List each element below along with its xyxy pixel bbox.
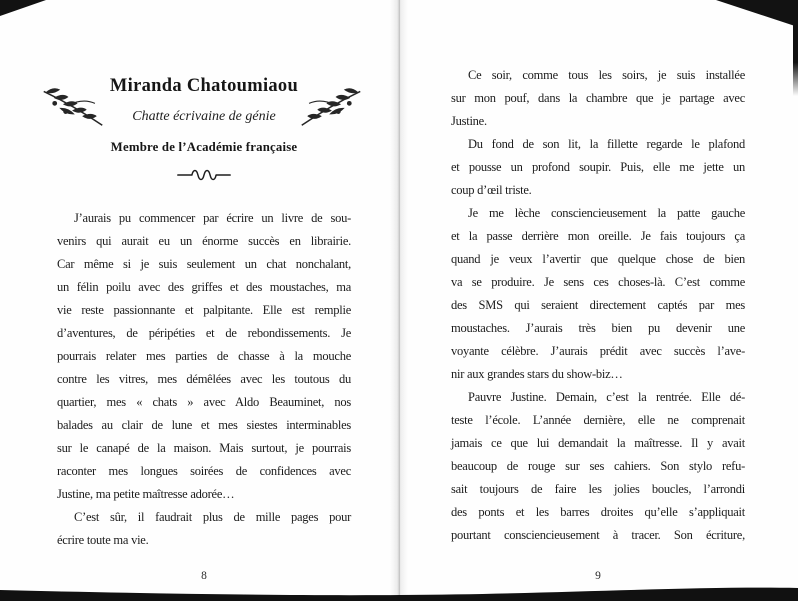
chapter-title: Miranda Chatoumiaou: [109, 76, 299, 96]
text-line: quand je veux l’avertir que quelque chose de bien: [451, 252, 745, 266]
photo-edge-top-left: [0, 0, 46, 16]
text-line: un félin poilu avec des griffes et des moustaches, ma: [57, 280, 351, 294]
text-line: raconter mes longues soirées de confidences avec: [57, 464, 351, 478]
left-page: [57, 0, 351, 601]
text-line: vie reste passionnante et palpitante. Elle est remplie: [57, 303, 351, 317]
text-line: J’aurais pu commencer par écrire un livre de sou-: [74, 211, 351, 225]
paragraph: [451, 202, 745, 386]
text-line: C’est sûr, il faudrait plus de mille pages pour: [74, 510, 351, 524]
text-line: des SMS qui seraient directement captés par mes: [451, 298, 745, 312]
text-line: voyante célèbre. J’aurais prédit avec succès l’ave-: [451, 344, 745, 358]
text-line: venirs qui aurait eu un énorme succès en librairie.: [57, 234, 351, 248]
text-line: jamais ce que lui demandait la maîtresse. Il y avait: [451, 436, 745, 450]
text-line: sait toujours de faire les jolies boucles, l’arrondi: [451, 482, 745, 496]
right-page: [451, 0, 745, 601]
text-line: Car même si je suis seulement un chat nonchalant,: [57, 257, 351, 271]
right-page-text: [451, 64, 745, 547]
text-line: Ce soir, comme tous les soirs, je suis installée: [468, 68, 745, 82]
text-line: moustaches. J’aurais très bien pu devenir une: [451, 321, 745, 335]
paragraph: [451, 133, 745, 202]
text-line: et pousse un profond soupir. Puis, elle me jette un: [451, 160, 745, 174]
chapter-affiliation: Membre de l’Académie française: [110, 140, 298, 154]
text-line: beaucoup de rouge sur ses cahiers. Son stylo refu-: [451, 459, 745, 473]
text-line: Pauvre Justine. Demain, c’est la rentrée. Elle dé-: [468, 390, 745, 404]
paragraph: [451, 64, 745, 133]
text-line: sur mon pouf, dans la chambre que je partage avec: [451, 91, 745, 105]
text-line: Du fond de son lit, la fillette regarde le plafond: [468, 137, 745, 151]
photo-edge-right: [793, 0, 798, 96]
page-number-left: 8: [201, 570, 207, 582]
paragraph: [57, 207, 351, 506]
text-line: va se produire. Je sens ces choses-là. C’est comme: [451, 275, 745, 289]
text-line: pourrais relater mes parties de chasse à la mouche: [57, 349, 351, 363]
text-line: Je me lèche consciencieusement la patte gauche: [468, 206, 745, 220]
text-line: contre les vitres, mes démêlées avec les toutous du: [57, 372, 351, 386]
text-line: Justine.: [451, 114, 487, 128]
page-gutter-line: [399, 0, 400, 601]
paragraph: [57, 506, 351, 552]
rope-knot-divider-icon: [57, 168, 351, 187]
text-line: coup d’œil triste.: [451, 183, 532, 197]
text-line: Justine, ma petite maîtresse adorée…: [57, 487, 235, 501]
text-line: quartier, mes « chats » avec Aldo Beauminet, nos: [57, 395, 351, 409]
text-line: d’aventures, de péripéties et de rebondissements. Je: [57, 326, 351, 340]
chapter-subtitle: Chatte écrivaine de génie: [132, 109, 276, 124]
text-line: pourtant consciencieusement à tracer. Son écriture,: [451, 528, 745, 542]
text-line: balades au clair de lune et mes siestes interminables: [57, 418, 351, 432]
text-line: et la passe derrière mon oreille. Je fais toujours ça: [451, 229, 745, 243]
left-page-text: [57, 207, 351, 552]
text-line: sur le canapé de la maison. Mais surtout, je pourrais: [57, 441, 351, 455]
text-line: écrire toute ma vie.: [57, 533, 149, 547]
text-line: teste l’école. L’année dernière, elle ne comprenait: [451, 413, 745, 427]
page-number-right: 9: [595, 570, 601, 582]
paragraph: [451, 386, 745, 547]
text-line: des ponts et les barres droites qu’elle s’appliquait: [451, 505, 745, 519]
photo-edge-bottom: [0, 585, 798, 601]
text-line: nir aux grandes stars du show-biz…: [451, 367, 623, 381]
